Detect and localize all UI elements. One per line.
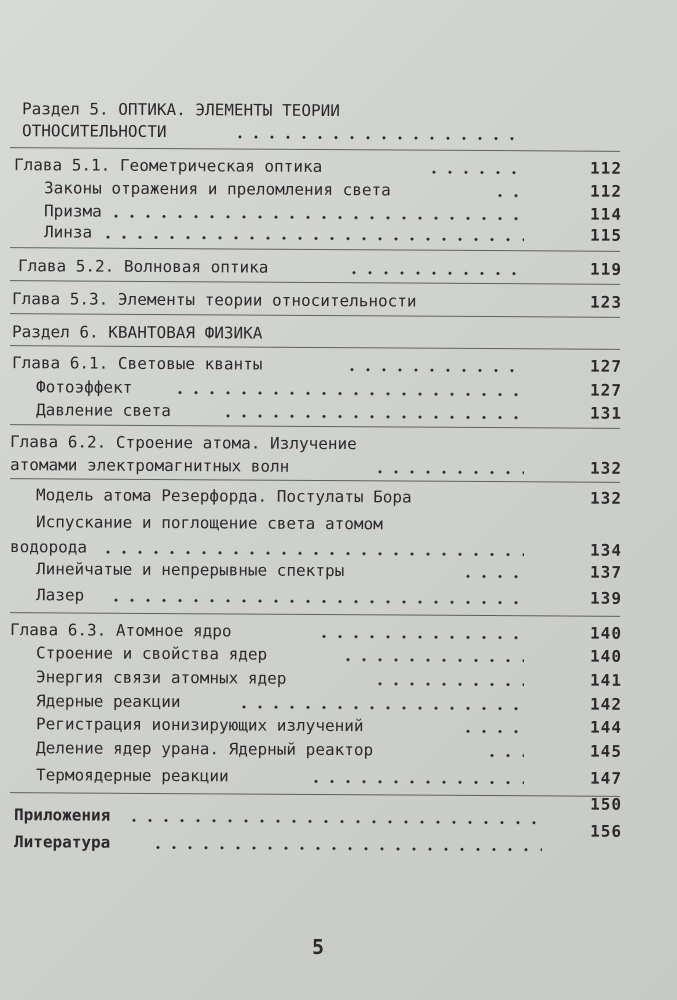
dot-leader — [236, 705, 524, 710]
toc-entry-page: 145 — [590, 741, 623, 761]
toc-entry-title: Глава 5.1. Геометрическая оптика — [13, 155, 323, 176]
toc-entry-title: Деление ядер урана. Ядерный реактор — [35, 738, 374, 760]
dot-leader — [232, 135, 522, 140]
toc-entry-title: Глава 6.2. Строение атома. Излучение — [9, 432, 357, 454]
toc-entry-title: Литература — [13, 832, 111, 852]
toc-entry-page: 150 — [590, 794, 623, 814]
toc-entry-page: 123 — [590, 292, 623, 312]
toc-entry-title: Глава 5.2. Волновая оптика — [17, 256, 269, 277]
toc-entry-title: Призма — [43, 201, 102, 221]
dot-leader — [308, 780, 524, 784]
dot-leader — [316, 635, 524, 639]
toc-entry — [0, 510, 677, 538]
toc-entry-page: 134 — [590, 540, 623, 560]
toc-entry-title: Линейчатые и непрерывные спектры — [35, 559, 345, 581]
divider — [10, 247, 620, 252]
dot-leader — [484, 754, 524, 757]
toc-entry-page: 131 — [590, 403, 623, 423]
toc-entry-page: 140 — [590, 623, 623, 643]
dot-leader — [344, 368, 522, 372]
toc-entry-title: Энергия связи атомных ядер — [35, 667, 287, 688]
toc-entry-page: 139 — [590, 588, 623, 608]
toc-entry — [0, 557, 677, 585]
toc-entry-title: Регистрация ионизирующих излучений — [35, 714, 364, 736]
toc-entry — [0, 821, 677, 858]
toc-entry-title: атомами электромагнитных волн — [9, 455, 290, 476]
toc-entry — [0, 320, 677, 348]
toc-entry-title: Модель атома Резерфорда. Постулаты Бора — [35, 485, 412, 507]
dot-leader — [100, 236, 524, 242]
toc-entry-title: Фотоэффект — [35, 377, 133, 397]
toc-entry-title: Глава 6.3. Атомное ядро — [9, 620, 232, 641]
toc-entry-title: Законы отражения и преломления света — [43, 178, 391, 200]
dot-leader — [100, 551, 524, 557]
dot-leader — [220, 414, 524, 419]
toc-entry — [0, 483, 677, 511]
toc-entry — [0, 453, 677, 481]
toc-entry-title: Приложения — [13, 805, 111, 825]
toc-entry-page: 112 — [590, 158, 623, 178]
toc-entry-page: 140 — [590, 646, 623, 666]
toc-entry-title: Давление света — [35, 400, 171, 421]
dot-leader — [172, 391, 524, 396]
dot-leader — [346, 271, 522, 275]
dot-leader — [340, 658, 524, 662]
toc-entry — [0, 583, 677, 611]
toc-entry — [0, 220, 677, 248]
toc-entry — [0, 119, 677, 147]
toc-entry-title: Испускание и поглощение света атомом — [35, 512, 383, 534]
toc-entry-title: Линза — [43, 222, 93, 242]
dot-leader — [108, 599, 524, 605]
dot-leader — [492, 194, 524, 197]
divider — [10, 792, 620, 797]
toc-entry-page: 112 — [590, 181, 623, 201]
toc-entry — [0, 763, 677, 791]
toc-entry-page: 142 — [590, 694, 623, 714]
toc-entry-page: 144 — [590, 717, 623, 737]
toc-entry-title: Глава 5.3. Элементы теории относительности — [11, 289, 417, 311]
toc-entry-title: Ядерные реакции — [35, 691, 181, 712]
toc-entry-page: 127 — [590, 380, 623, 400]
dot-leader — [460, 730, 524, 733]
toc-entry-page: 132 — [590, 488, 623, 508]
divider — [10, 147, 620, 152]
toc-entry-title: Раздел 6. КВАНТОВАЯ ФИЗИКА — [11, 322, 263, 343]
dot-leader — [460, 575, 524, 578]
toc-entry-page: 127 — [590, 356, 623, 376]
toc-entry — [0, 254, 677, 282]
toc-entry-page: 119 — [590, 259, 623, 279]
dot-leader — [126, 819, 542, 825]
toc-entry — [0, 736, 677, 764]
toc-entry-title: Лазер — [35, 585, 85, 605]
toc-entry-title: Строение и свойства ядер — [35, 643, 268, 664]
dot-leader — [150, 846, 542, 851]
toc-entry-page: 114 — [590, 204, 623, 224]
toc-entry — [0, 794, 677, 831]
toc-entry — [0, 398, 677, 426]
toc-entry-title: ОТНОСИТЕЛЬНОСТИ — [21, 121, 167, 142]
divider — [10, 612, 620, 617]
toc-entry-page: 147 — [590, 768, 623, 788]
page-number: 5 — [312, 935, 325, 959]
dot-leader — [108, 215, 524, 221]
toc-entry-page: 141 — [590, 670, 623, 690]
toc-entry-page: 132 — [590, 458, 623, 478]
toc-entry-title: Раздел 5. ОПТИКА. ЭЛЕМЕНТЫ ТЕОРИИ — [21, 99, 340, 121]
toc-entry-title: Термоядерные реакции — [35, 765, 229, 786]
toc-entry-title: водорода — [9, 537, 88, 557]
toc-entry-page: 137 — [590, 562, 623, 582]
dot-leader — [426, 171, 522, 175]
toc-entry — [0, 287, 677, 315]
dot-leader — [372, 470, 524, 474]
toc-entry-title: Глава 6.1. Световые кванты — [11, 353, 263, 374]
toc-entry-page: 115 — [590, 225, 623, 245]
toc-entry-page: 156 — [590, 821, 623, 841]
dot-leader — [372, 682, 524, 686]
